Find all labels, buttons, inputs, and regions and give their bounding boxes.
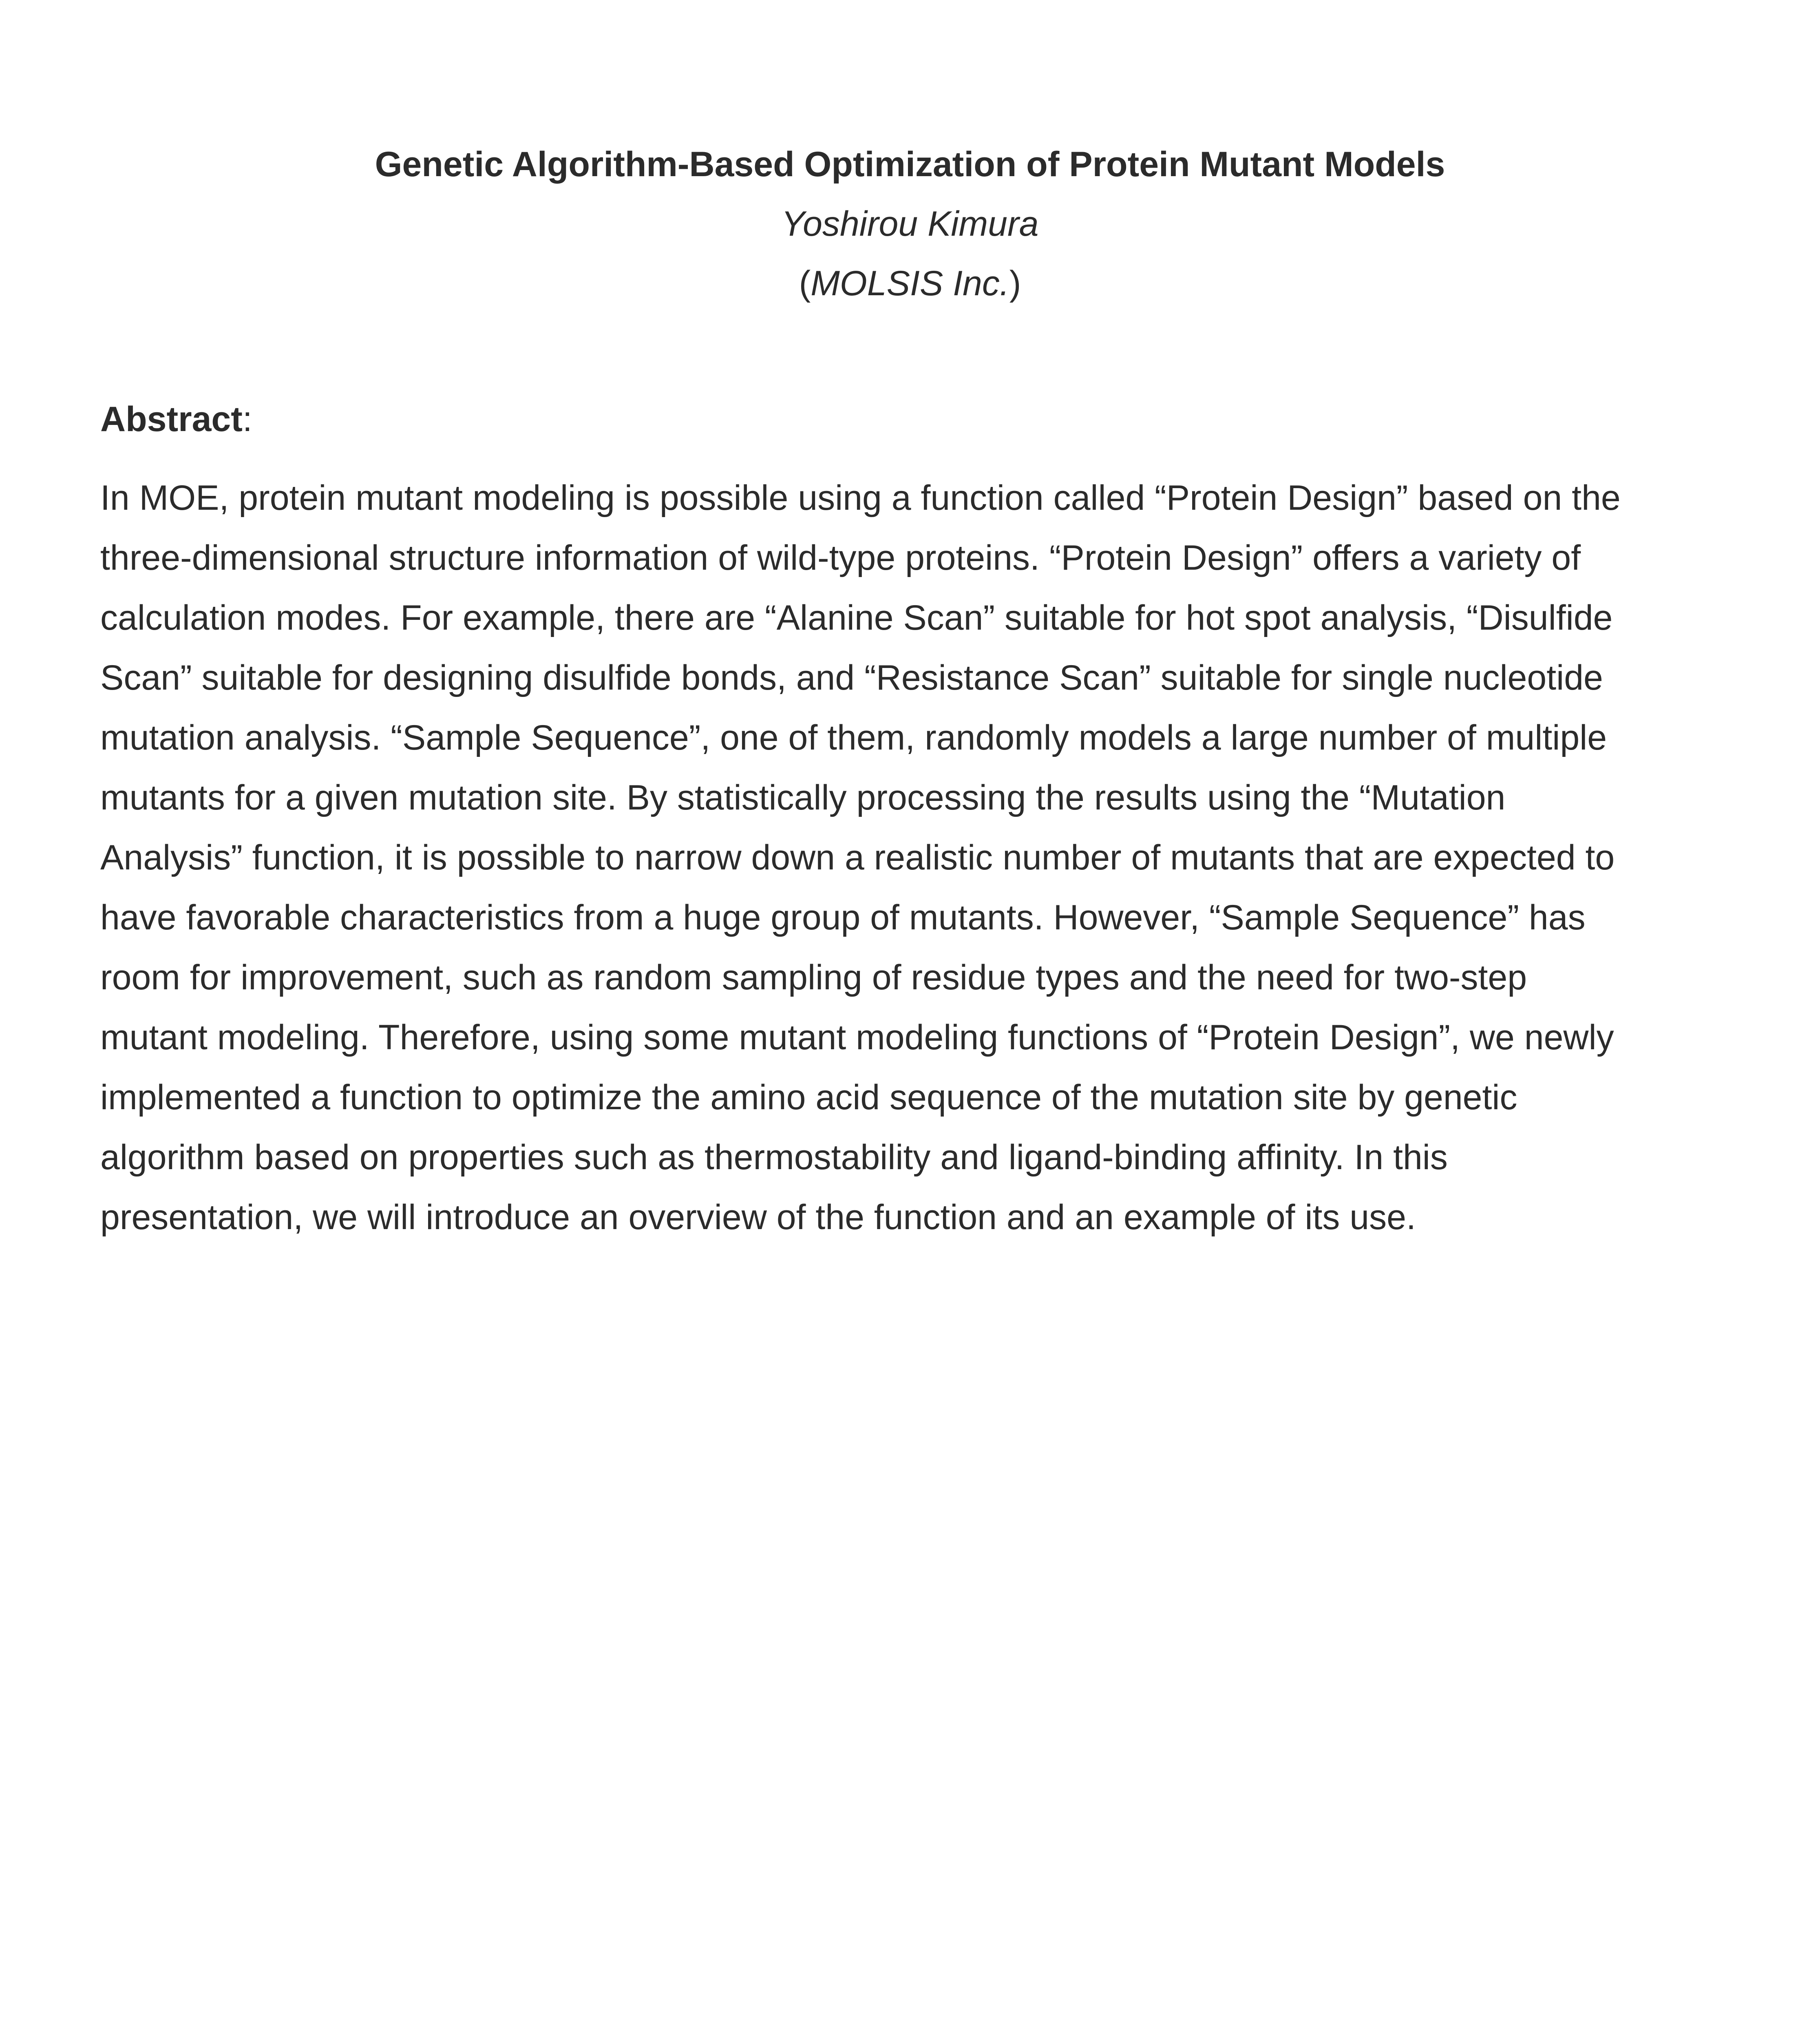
abstract-line: room for improvement, such as random sampling of residue types and the need for two-step — [100, 958, 1527, 997]
abstract-heading-colon: : — [242, 400, 252, 439]
abstract-line: mutants for a given mutation site. By statistically processing the results using the “Mutation — [100, 778, 1506, 817]
abstract-line: In MOE, protein mutant modeling is possible using a function called “Protein Design” based on the — [100, 478, 1621, 517]
abstract-heading-label: Abstract — [100, 400, 243, 439]
abstract-line: Analysis” function, it is possible to narrow down a realistic number of mutants that are expected to — [100, 838, 1615, 877]
abstract-line: presentation, we will introduce an overview of the function and an example of its use. — [100, 1198, 1416, 1237]
document-header — [0, 135, 1820, 313]
abstract-line: Scan” suitable for designing disulfide bonds, and “Resistance Scan” suitable for single nucleotide — [100, 658, 1603, 697]
abstract-line: have favorable characteristics from a huge group of mutants. However, “Sample Sequence” has — [100, 898, 1586, 937]
abstract-line: mutation analysis. “Sample Sequence”, one of them, randomly models a large number of multiple — [100, 718, 1607, 757]
abstract-heading — [100, 389, 252, 449]
affiliation-open-paren: ( — [799, 264, 811, 303]
document-title: Genetic Algorithm-Based Optimization of Protein Mutant Models — [375, 145, 1445, 184]
author-name — [0, 194, 1820, 254]
abstract-line: calculation modes. For example, there are “Alanine Scan” suitable for hot spot analysis, “Disulfide — [100, 598, 1613, 637]
affiliation-close-paren: ) — [1009, 264, 1021, 303]
abstract-body — [100, 468, 1731, 1247]
abstract-line: three-dimensional structure information of wild-type proteins. “Protein Design” offers a variety of — [100, 538, 1581, 577]
author-name-text: Yoshirou Kimura — [781, 204, 1039, 243]
abstract-line: algorithm based on properties such as thermostability and ligand-binding affinity. In this — [100, 1138, 1448, 1177]
abstract-line: implemented a function to optimize the amino acid sequence of the mutation site by genetic — [100, 1078, 1517, 1117]
abstract-line: mutant modeling. Therefore, using some mutant modeling functions of “Protein Design”, we newly — [100, 1018, 1614, 1057]
affiliation-name: MOLSIS Inc. — [811, 264, 1009, 303]
author-affiliation — [0, 254, 1820, 313]
